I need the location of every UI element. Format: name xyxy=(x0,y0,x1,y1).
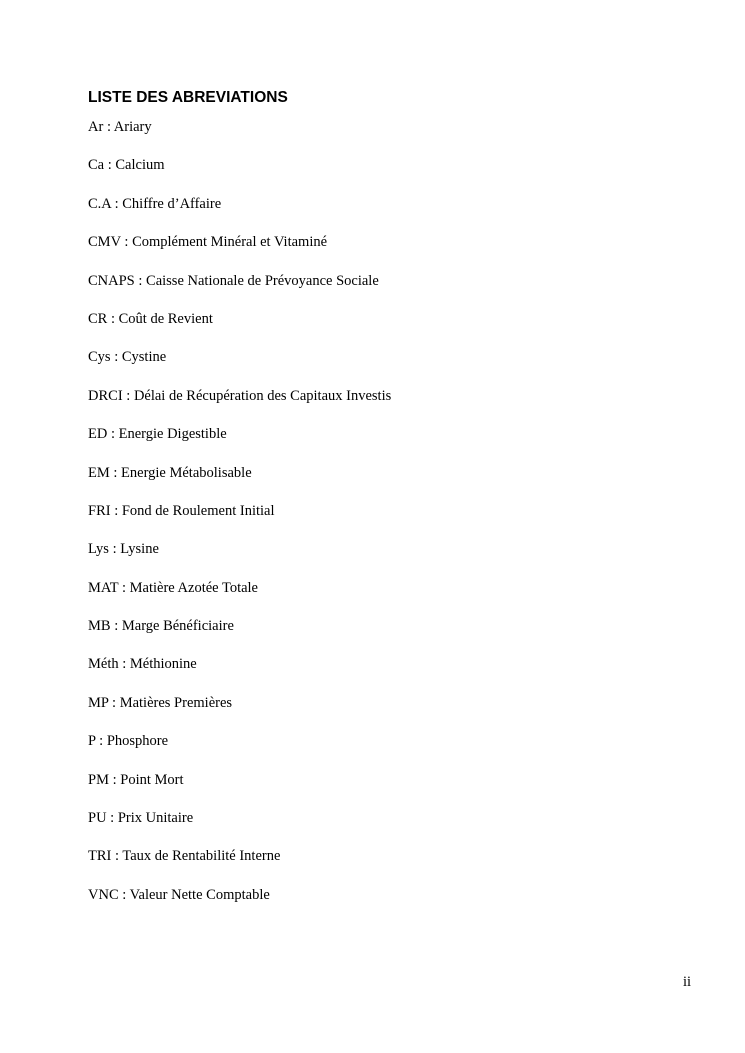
abbreviation-separator: : xyxy=(108,694,120,711)
abbreviation-item xyxy=(88,118,391,156)
abbreviation-item xyxy=(88,540,391,578)
abbreviation-meaning: Cystine xyxy=(121,349,167,366)
abbreviation-item xyxy=(88,310,391,348)
abbreviation-item xyxy=(88,771,391,809)
abbreviation-meaning: Délai de Récupération des Capitaux Investis xyxy=(133,387,392,404)
abbreviation-separator: : xyxy=(108,541,121,558)
abbreviation-separator: : xyxy=(110,618,122,635)
abbreviation-item xyxy=(88,348,391,386)
abbreviation-code: Ar xyxy=(88,119,104,135)
abbreviation-separator: : xyxy=(111,848,123,865)
abbreviation-separator: : xyxy=(120,234,133,251)
abbreviation-separator: : xyxy=(118,579,130,596)
abbreviation-item xyxy=(88,617,391,655)
abbreviation-code: MP xyxy=(88,694,109,711)
abbreviation-meaning: Fond de Roulement Initial xyxy=(121,502,275,519)
page-title: LISTE DES ABREVIATIONS xyxy=(88,89,288,106)
abbreviation-meaning: Matière Azotée Totale xyxy=(129,579,258,596)
abbreviation-separator: : xyxy=(134,272,147,289)
abbreviation-meaning: Calcium xyxy=(115,157,165,174)
abbreviation-separator: : xyxy=(118,656,130,673)
abbreviation-meaning: Chiffre d’Affaire xyxy=(122,195,222,212)
abbreviation-item xyxy=(88,387,391,425)
abbreviation-code: DRCI xyxy=(88,387,123,404)
abbreviation-meaning: Matières Premières xyxy=(119,694,233,711)
abbreviation-item xyxy=(88,809,391,847)
abbreviation-code: PU xyxy=(88,810,107,827)
abbreviation-code: Ca xyxy=(88,157,105,174)
abbreviation-separator: : xyxy=(95,733,107,750)
abbreviation-meaning: Ariary xyxy=(113,119,152,135)
abbreviation-meaning: Taux de Rentabilité Interne xyxy=(122,848,281,865)
abbreviation-code: Lys xyxy=(88,541,109,558)
abbreviation-separator: : xyxy=(109,464,122,481)
abbreviation-code: MB xyxy=(88,618,111,635)
abbreviation-meaning: Complément Minéral et Vitaminé xyxy=(132,234,328,251)
abbreviation-separator: : xyxy=(107,310,119,327)
page-number: ii xyxy=(682,974,691,990)
abbreviation-separator: : xyxy=(106,810,118,827)
abbreviation-separator: : xyxy=(110,195,123,212)
abbreviation-meaning: Marge Bénéficiaire xyxy=(121,618,234,635)
abbreviation-code: MAT xyxy=(88,579,119,596)
abbreviation-item xyxy=(88,156,391,194)
abbreviation-meaning: Lysine xyxy=(120,541,159,558)
abbreviation-item xyxy=(88,732,391,770)
abbreviation-code: CR xyxy=(88,310,108,327)
abbreviation-code: TRI xyxy=(88,848,112,865)
abbreviation-item xyxy=(88,233,391,271)
abbreviation-code: CMV xyxy=(88,234,121,251)
abbreviation-code: VNC xyxy=(88,886,119,903)
abbreviation-item xyxy=(88,579,391,617)
abbreviation-separator: : xyxy=(107,426,119,443)
abbreviation-meaning: Prix Unitaire xyxy=(117,810,194,827)
abbreviation-item xyxy=(88,655,391,693)
abbreviation-meaning: Caisse Nationale de Prévoyance Sociale xyxy=(146,272,379,289)
abbreviation-code: Méth xyxy=(88,656,119,673)
abbreviation-separator: : xyxy=(118,886,130,903)
abbreviation-code: PM xyxy=(88,771,109,788)
abbreviation-item xyxy=(88,195,391,233)
abbreviation-code: Cys xyxy=(88,349,111,366)
abbreviation-meaning: Coût de Revient xyxy=(118,310,213,327)
abbreviation-item xyxy=(88,272,391,310)
abbreviation-list xyxy=(88,118,391,924)
abbreviation-code: EM xyxy=(88,464,110,481)
abbreviation-code: CNAPS xyxy=(88,272,135,289)
abbreviation-code: C.A xyxy=(88,195,111,212)
abbreviation-separator: : xyxy=(103,119,114,135)
abbreviation-meaning: Point Mort xyxy=(120,771,184,788)
abbreviation-meaning: Energie Métabolisable xyxy=(121,464,252,481)
abbreviation-separator: : xyxy=(122,387,134,404)
abbreviation-item xyxy=(88,886,391,924)
abbreviation-code: FRI xyxy=(88,502,111,519)
abbreviation-code: P xyxy=(88,733,96,750)
abbreviation-meaning: Valeur Nette Comptable xyxy=(129,886,270,903)
abbreviation-item xyxy=(88,425,391,463)
abbreviation-meaning: Energie Digestible xyxy=(118,426,227,443)
abbreviation-meaning: Méthionine xyxy=(129,656,197,673)
abbreviation-separator: : xyxy=(104,157,116,174)
abbreviation-separator: : xyxy=(110,349,122,366)
abbreviation-meaning: Phosphore xyxy=(106,733,169,750)
abbreviation-separator: : xyxy=(110,502,122,519)
abbreviation-item xyxy=(88,847,391,885)
abbreviation-item xyxy=(88,464,391,502)
abbreviation-separator: : xyxy=(108,771,121,788)
abbreviation-item xyxy=(88,694,391,732)
abbreviation-code: ED xyxy=(88,426,108,443)
abbreviation-item xyxy=(88,502,391,540)
